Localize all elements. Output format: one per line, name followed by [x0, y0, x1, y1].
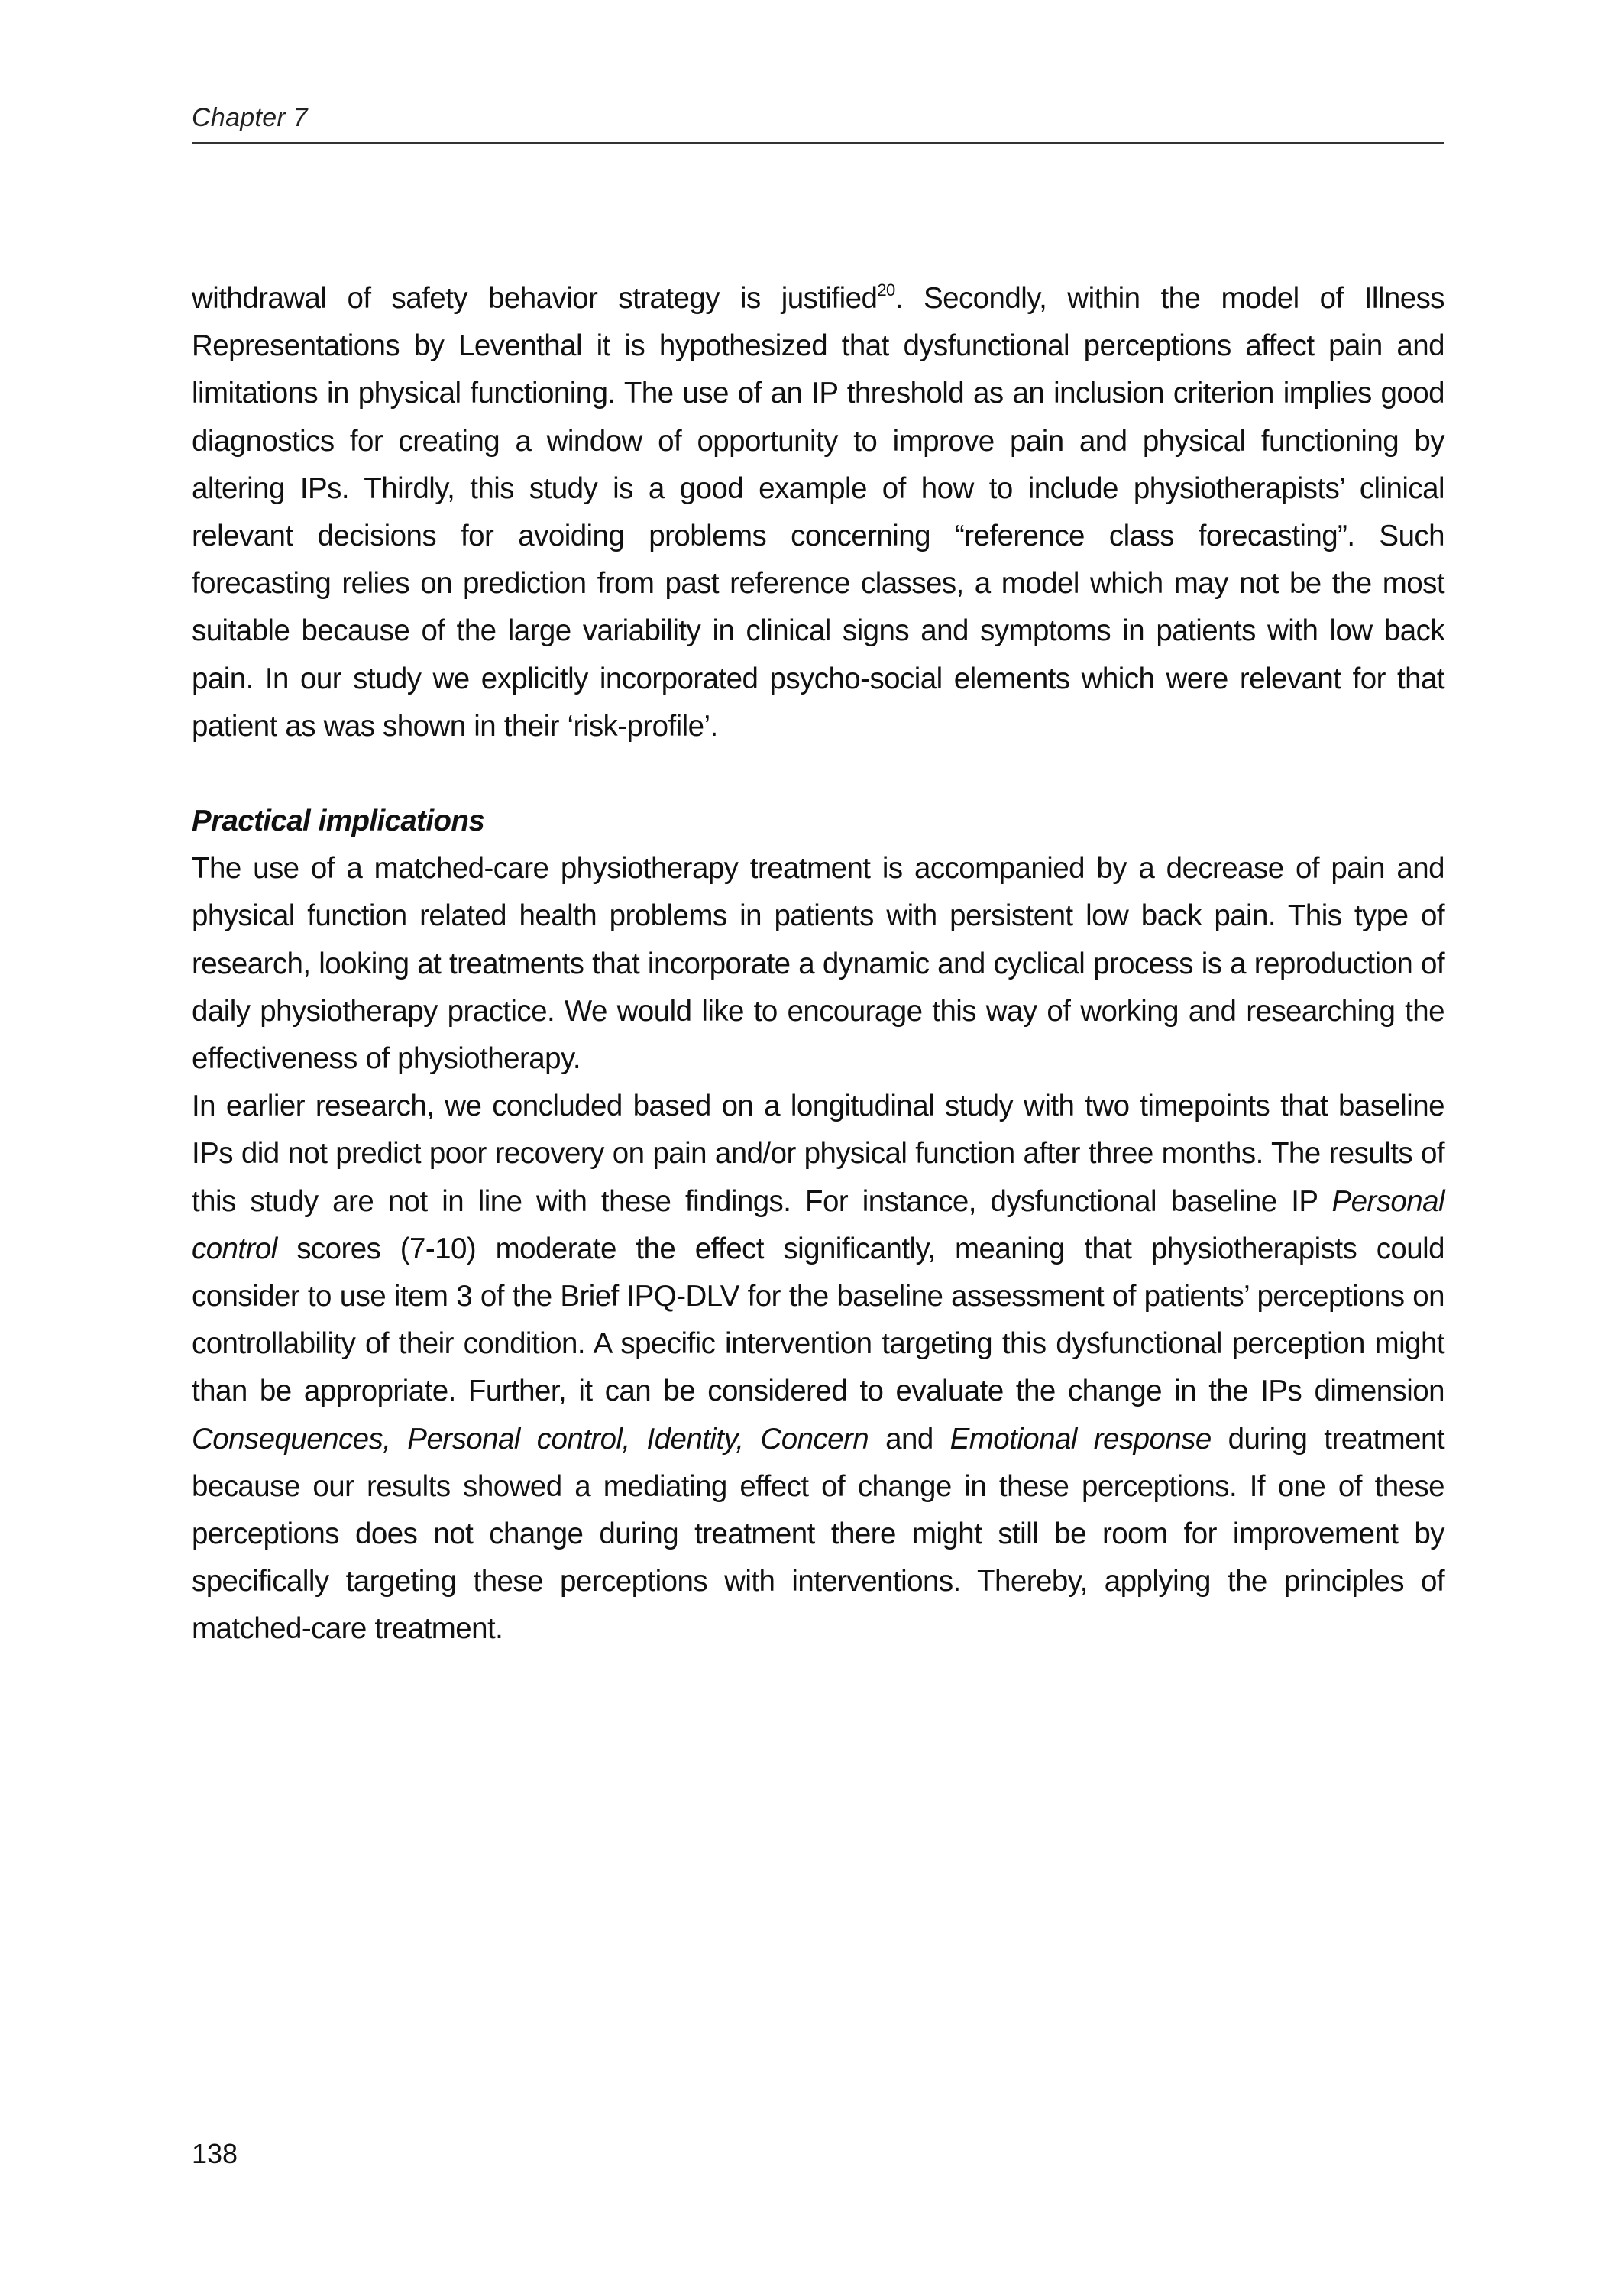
paragraph-safety-behavior	[192, 275, 1444, 750]
paragraph-text: scores (7-10) moderate the effect significantly, meaning that physiotherapists could consider to use item 3 of the Brief IPQ-DLV for the baseline assessment of patients’ perceptions on controllability of their condition. A specific intervention targeting this dysfunctional perception might than be appropriate. Further, it can be considered to evaluate the change in the IPs dimension	[192, 1232, 1444, 1408]
main-content	[192, 275, 1444, 1653]
paragraph-spacer	[192, 750, 1444, 798]
chapter-label: Chapter 7	[192, 103, 309, 132]
citation-reference: 20	[877, 280, 895, 300]
page-header	[192, 101, 1444, 134]
emphasis-emotional-response: Emotional response	[949, 1422, 1212, 1456]
paragraph-text: withdrawal of safety behavior strategy is justified	[192, 282, 878, 315]
page-number: 138	[192, 2138, 238, 2169]
paragraph-text: In earlier research, we concluded based on a longitudinal study with two timepoints that baseline IPs did not predict poor recovery on pain and/or physical function after three months. The results of this study are not in line with these findings. For instance, dysfunctional baseline IP	[192, 1090, 1444, 1218]
paragraph-earlier-research	[192, 1083, 1444, 1653]
emphasis-personal-control: Personal control	[192, 1184, 1444, 1265]
header-rule	[192, 142, 1444, 144]
section-heading-practical-implications: Practical implications	[192, 805, 485, 838]
paragraph-text: . Secondly, within the model of Illness Representations by Leventhal it is hypothesized that dysfunctional perceptions affect pain and limitations in physical functioning. The use of an IP threshold as an inclusion criterion implies good diagnostics for creating a window of opportunity to improve pain and physical functioning by altering IPs. Thirdly, this study is a good example of how to include physiotherapists’ clinical relevant decisions for avoiding problems concerning “reference class forecasting”. Such forecasting relies on prediction from past reference classes, a model which may not be the most suitable because of the large variability in clinical signs and symptoms in patients with low back pain. In our study we explicitly incorporated psycho-social elements which were relevant for that patient as was shown in their ‘risk-profile’.	[192, 282, 1444, 743]
emphasis-ip-dimensions: Consequences, Personal control, Identity, Concern	[192, 1422, 869, 1456]
paragraph-text: during treatment because our results showed a mediating effect of change in these perceptions. If one of these perceptions does not change during treatment there might still be room for improvement by specifically targeting these perceptions with interventions. Thereby, applying the principles of matched-care treatment.	[192, 1422, 1444, 1646]
paragraph-text: and	[869, 1422, 950, 1456]
paragraph-matched-care: The use of a matched-care physiotherapy treatment is accompanied by a decrease of pain and physical function related health problems in patients with persistent low back pain. This type of research, looking at treatments that incorporate a dynamic and cyclical process is a reproduction of daily physiotherapy practice. We would like to encourage this way of working and researching the effectiveness of physiotherapy.	[192, 852, 1444, 1076]
